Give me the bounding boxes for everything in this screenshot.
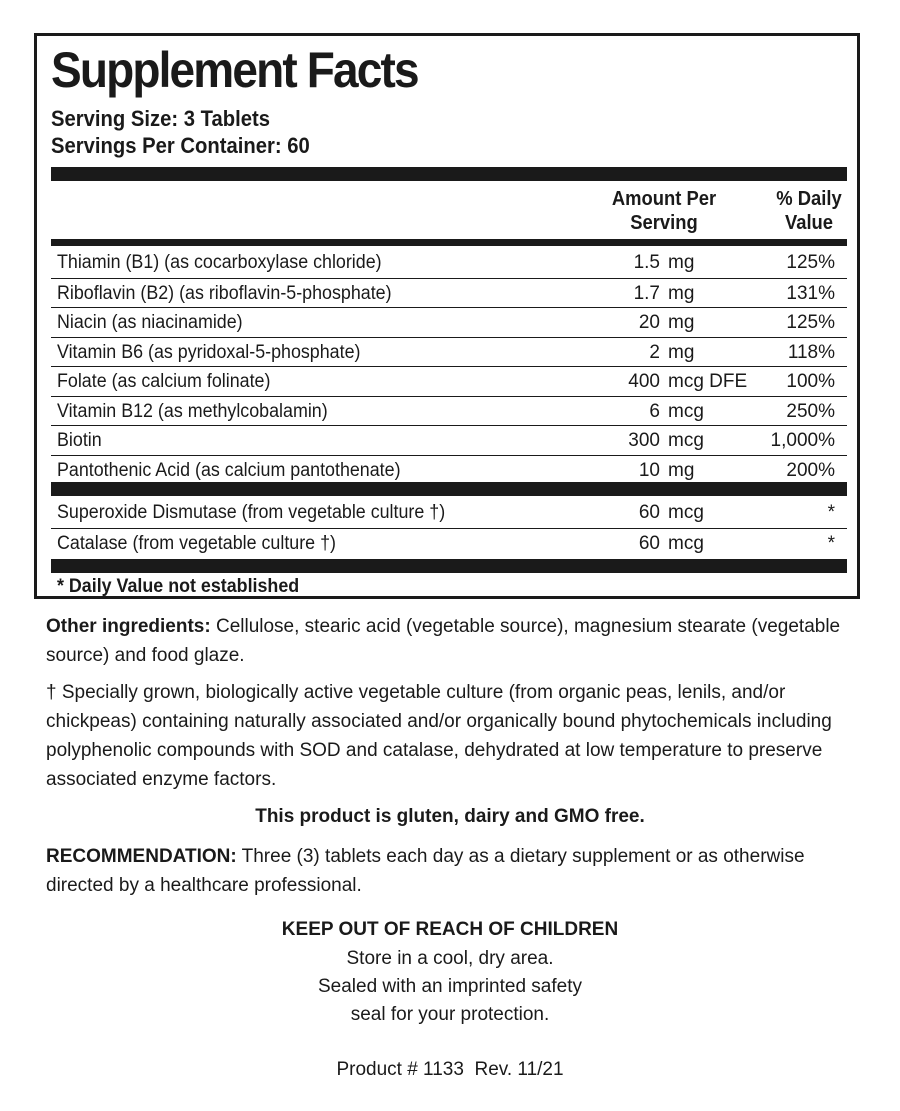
nutrient-name: Pantothenic Acid (as calcium pantothenate) [57,459,401,481]
nutrient-daily-value: 250% [786,400,835,422]
nutrient-daily-value: 200% [786,459,835,481]
other-ingredients-text: Cellulose, stearic acid (vegetable source), magnesium stearate (vegetable source) and food glaze. [46,616,841,666]
nutrient-amount: 60 [638,532,660,554]
nutrient-amount: 10 [638,459,660,481]
storage-line: Store in a cool, dry area. [346,948,554,969]
nutrient-daily-value: * [827,502,835,523]
seal-line-2: seal for your protection. [350,1004,550,1025]
nutrient-name: Vitamin B12 (as methylcobalamin) [57,400,328,422]
nutrient-unit: mg [668,252,695,273]
seal-line-1: Sealed with an imprinted safety [317,976,583,997]
nutrient-amount: 400 [628,371,660,392]
free-from-statement: This product is gluten, dairy and GMO free. [255,806,645,827]
nutrient-name: Niacin (as niacinamide) [57,312,243,333]
recommendation-text: Three (3) tablets each day as a dietary supplement or as otherwise directed by a healthcare professional. [46,846,805,896]
nutrient-amount: 2 [649,341,660,363]
nutrient-name: Riboflavin (B2) (as riboflavin-5-phosphate) [57,282,392,304]
product-number: Product # 1133 Rev. 11/21 [336,1059,564,1080]
nutrient-row [51,455,847,484]
nutrient-row [51,248,847,277]
nutrient-unit: mg [668,312,695,333]
nutrient-name: Superoxide Dismutase (from vegetable culture †) [57,502,446,523]
facts-inner [51,36,847,596]
nutrient-amount: 1.7 [633,282,660,304]
thick-divider-top [51,167,847,181]
nutrient-row [51,498,847,527]
daily-value-footnote: * Daily Value not established [57,576,300,597]
nutrient-unit: mcg [668,502,704,523]
nutrient-unit: mg [668,341,695,363]
nutrient-name: Biotin [57,430,102,451]
nutrient-name: Catalase (from vegetable culture †) [57,532,336,554]
thick-divider-bottom [51,559,847,573]
nutrient-amount: 20 [638,312,660,333]
recommendation [46,842,866,900]
nutrient-amount: 300 [628,430,660,451]
nutrient-unit: mcg [668,430,704,451]
nutrient-unit: mcg [668,532,704,554]
nutrient-row [51,396,847,425]
nutrient-unit: mcg DFE [668,371,748,392]
recommendation-label: RECOMMENDATION: [46,846,237,867]
nutrient-amount: 1.5 [633,252,660,273]
other-ingredients [46,612,866,670]
other-ingredients-label: Other ingredients: [46,616,211,637]
nutrient-amount: 6 [649,400,660,422]
nutrient-row [51,425,847,454]
nutrient-row [51,278,847,307]
header-amount-per-serving [604,187,724,235]
servings-per-container: Servings Per Container: 60 [51,133,310,158]
thick-divider-middle [51,482,847,496]
nutrient-daily-value: 118% [787,341,835,363]
nutrient-daily-value: 125% [786,252,835,273]
nutrient-row [51,307,847,336]
header-divider [51,239,847,246]
nutrient-daily-value: * [827,532,835,554]
header-dv-line2: Value [784,212,834,234]
nutrient-name: Vitamin B6 (as pyridoxal-5-phosphate) [57,341,361,363]
nutrient-row [51,528,847,557]
nutrient-daily-value: 125% [786,312,835,333]
serving-size: Serving Size: 3 Tablets [51,106,270,131]
header-dv-line1: % Daily [776,188,842,210]
facts-title: Supplement Facts [51,42,418,98]
nutrient-row [51,366,847,395]
nutrient-unit: mg [668,282,695,304]
nutrient-daily-value: 1,000% [770,430,835,451]
header-amount-line2: Serving [630,212,698,234]
nutrient-daily-value: 131% [786,282,835,304]
header-daily-value [761,187,857,235]
header-amount-line1: Amount Per [611,188,717,210]
supplement-facts-panel [34,33,860,599]
warning-heading: KEEP OUT OF REACH OF CHILDREN [281,919,619,940]
nutrient-amount: 60 [638,502,660,523]
nutrient-row [51,337,847,366]
nutrient-name: Thiamin (B1) (as cocarboxylase chloride) [57,252,382,273]
nutrient-daily-value: 100% [786,371,835,392]
culture-note: † Specially grown, biologically active vegetable culture (from organic peas, lenils, and/or chickpeas) containing naturally associated and/or organically bound phytochemicals including polyphenolic compounds with SOD and catalase, dehydrated at low temperature to preserve associated enzyme factors. [46,682,832,790]
nutrient-name: Folate (as calcium folinate) [57,371,271,392]
nutrient-unit: mcg [668,400,704,422]
nutrient-unit: mg [668,459,695,481]
